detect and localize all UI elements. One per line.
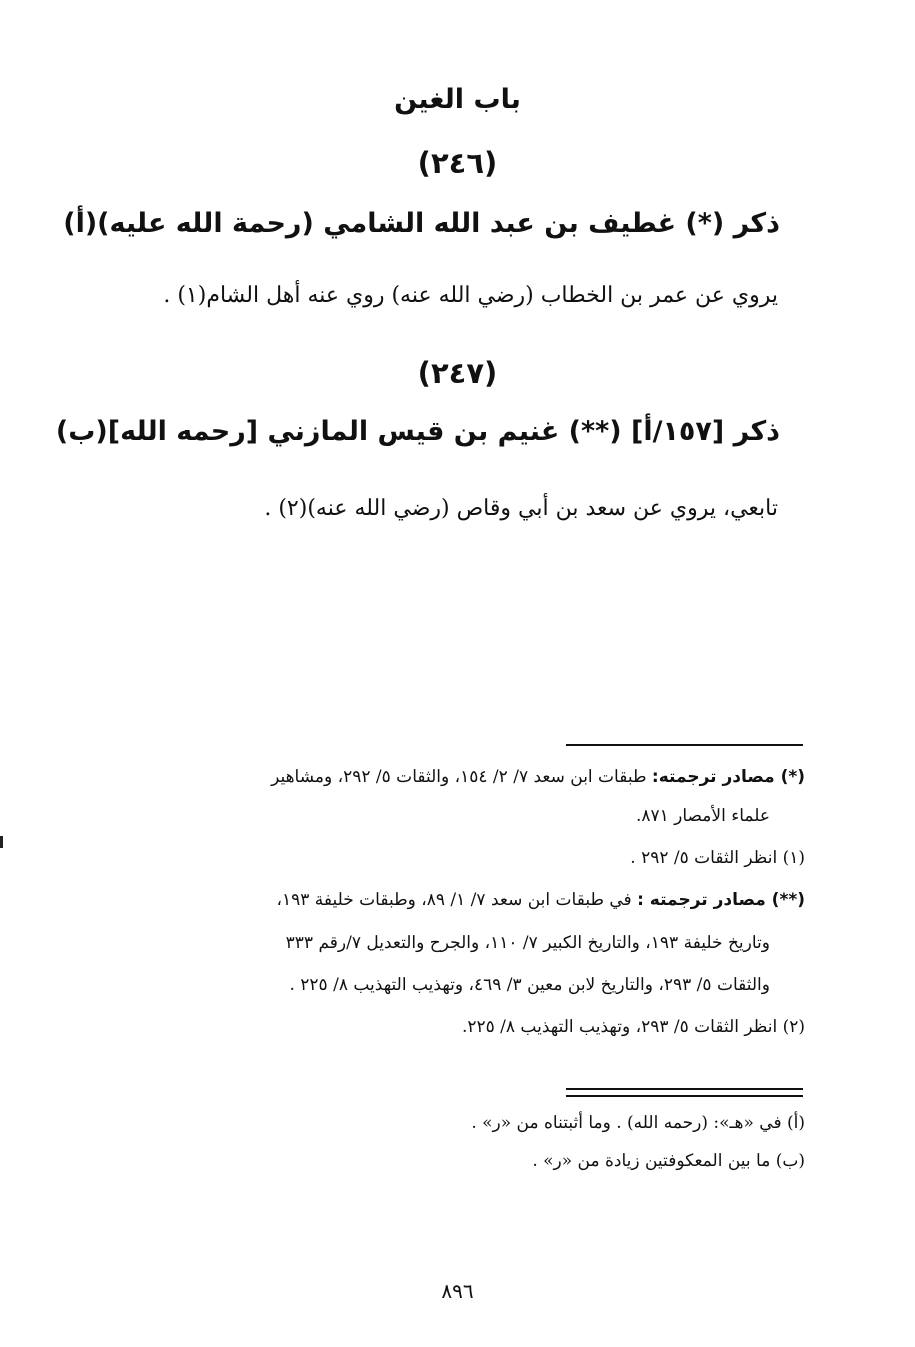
entry-title-246: ذكر (*) غطيف بن عبد الله الشامي (رحمة الله عليه)(أ) xyxy=(63,208,780,239)
footnote-star-text-1: طبقات ابن سعد ٧/ ٢/ ١٥٤، والثقات ٥/ ٢٩٢، ومشاهير xyxy=(271,767,647,787)
entry-title-247: ذكر [١٥٧/أ] (**) غنيم بن قيس المازني [رحمه الله](ب) xyxy=(55,416,780,447)
footnote-double-star-text-1: في طبقات ابن سعد ٧/ ١/ ٨٩، وطبقات خليفة ١٩٣، xyxy=(276,890,632,910)
footnote-star-label: (*) مصادر ترجمته: xyxy=(651,767,805,787)
footnote-double-star-line-1 xyxy=(276,890,805,910)
footnote-double-star-line-2: وتاريخ خليفة ١٩٣، والتاريخ الكبير ٧/ ١١٠، والجرح والتعديل ٧/رقم ٣٣٣ xyxy=(285,933,770,953)
footnote-star-line-2: علماء الأمصار ٨٧١. xyxy=(635,806,770,826)
entry-number-247: (٢٤٧) xyxy=(417,356,498,390)
footnote-separator xyxy=(566,744,803,746)
footnote-double-star-label: (**) مصادر ترجمته : xyxy=(637,890,805,910)
apparatus-separator xyxy=(566,1088,803,1097)
footnote-double-star-line-3: والثقات ٥/ ٢٩٣، والتاريخ لابن معين ٣/ ٤٦٩، وتهذيب التهذيب ٨/ ٢٢٥ . xyxy=(289,975,770,995)
entry-text-247: تابعي، يروي عن سعد بن أبي وقاص (رضي الله عنه)(٢) . xyxy=(264,496,778,521)
apparatus-note-b: (ب) ما بين المعكوفتين زيادة من «ر» . xyxy=(532,1151,805,1171)
entry-number-246: (٢٤٦) xyxy=(417,146,498,180)
chapter-heading: باب الغين xyxy=(394,84,521,115)
footnote-star-line-1 xyxy=(271,767,805,787)
entry-text-246: يروي عن عمر بن الخطاب (رضي الله عنه) روي عنه أهل الشام(١) . xyxy=(163,283,778,308)
footnote-2: (٢) انظر الثقات ٥/ ٢٩٣، وتهذيب التهذيب ٨/ ٢٢٥. xyxy=(461,1017,805,1037)
page-number: ٨٩٦ xyxy=(441,1279,474,1303)
scan-edge-mark xyxy=(0,836,3,848)
apparatus-note-a: (أ) في «هـ»: (رحمه الله) . وما أثبتناه من «ر» . xyxy=(471,1113,805,1133)
footnote-1: (١) انظر الثقات ٥/ ٢٩٢ . xyxy=(630,848,805,868)
